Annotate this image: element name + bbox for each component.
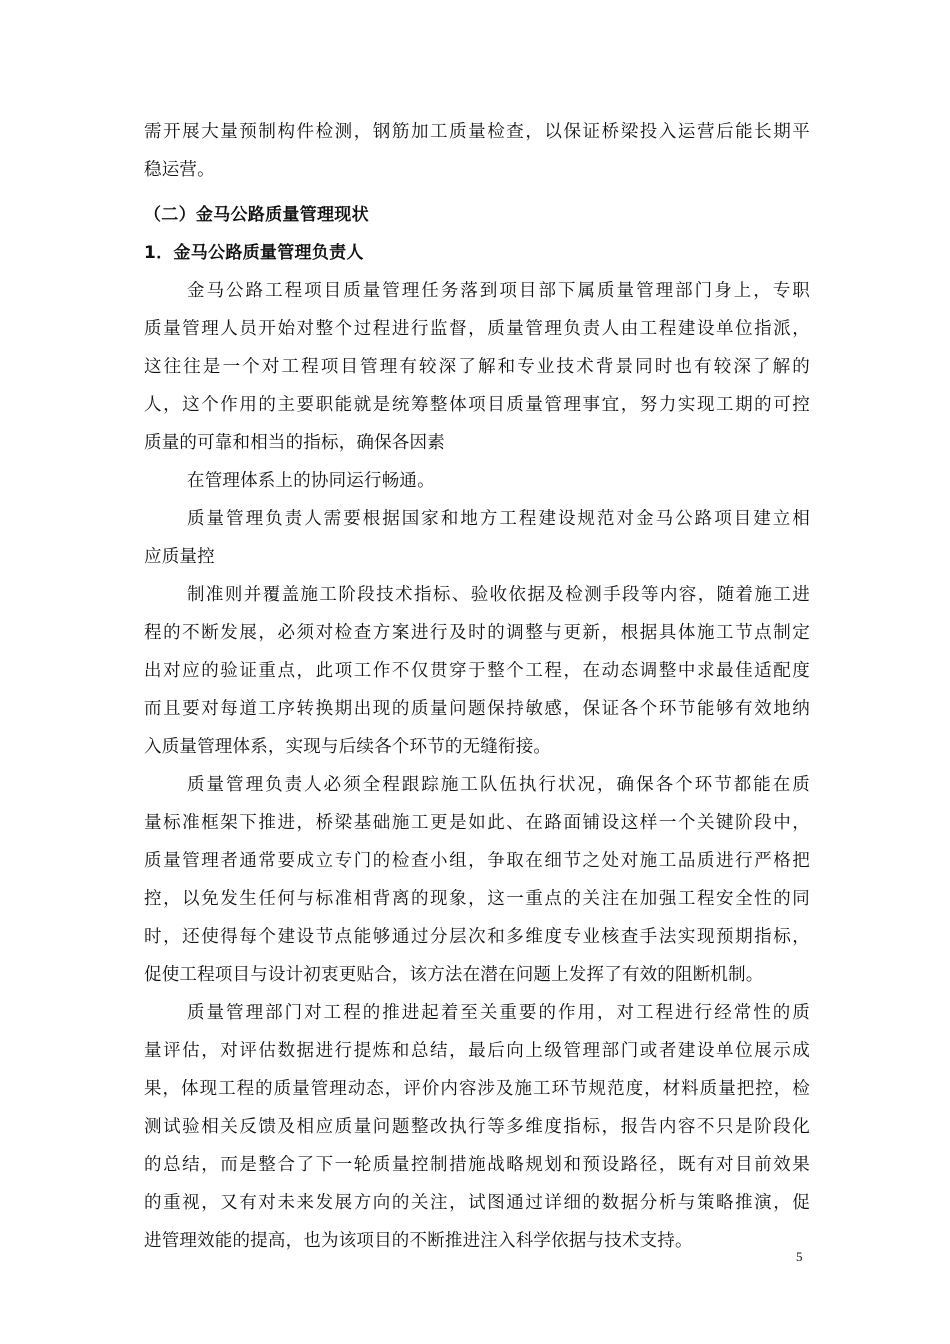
paragraph-line: 程的不断发展，必须对检查方案进行及时的调整与更新，根据具体施工节点制定 bbox=[144, 623, 810, 643]
paragraph-line: 应质量控 bbox=[144, 547, 215, 567]
paragraph-line: 在管理体系上的协同运行畅通。 bbox=[187, 471, 435, 491]
paragraph-line: 时，还使得每个建设节点能够通过分层次和多维度专业核查手法实现预期指标， bbox=[144, 927, 810, 947]
subsection-heading: 1．金马公路质量管理负责人 bbox=[144, 243, 364, 263]
paragraph-line: 质量管理部门对工程的推进起着至关重要的作用，对工程进行经常性的质 bbox=[187, 1003, 810, 1023]
paragraph-line: 进管理效能的提高，也为该项目的不断推进注入科学依据与技术支持。 bbox=[144, 1231, 693, 1251]
paragraph-line: 质量的可靠和相当的指标，确保各因素 bbox=[144, 433, 445, 453]
paragraph-line: 而且要对每道工序转换期出现的质量问题保持敏感，保证各个环节能够有效地纳 bbox=[144, 699, 810, 719]
paragraph-line: 人，这个作用的主要职能就是统筹整体项目质量管理事宜，努力实现工期的可控 bbox=[144, 395, 810, 415]
section-heading: （二）金马公路质量管理现状 bbox=[144, 205, 369, 225]
paragraph-line: 质量管理负责人需要根据国家和地方工程建设规范对金马公路项目建立相 bbox=[187, 509, 810, 529]
paragraph-line: 控，以免发生任何与标准相背离的现象，这一重点的关注在加强工程安全性的同 bbox=[144, 889, 810, 909]
page-number: 5 bbox=[796, 1249, 803, 1264]
paragraph-line: 金马公路工程项目质量管理任务落到项目部下属质量管理部门身上，专职 bbox=[187, 281, 810, 301]
paragraph-line: 量评估，对评估数据进行提炼和总结，最后向上级管理部门或者建设单位展示成 bbox=[144, 1041, 810, 1061]
paragraph-line: 稳运营。 bbox=[144, 160, 215, 180]
paragraph-line: 促使工程项目与设计初衷更贴合，该方法在潜在问题上发挥了有效的阻断机制。 bbox=[144, 965, 764, 985]
paragraph-line: 的总结，而是整合了下一轮质量控制措施战略规划和预设路径，既有对目前效果 bbox=[144, 1155, 810, 1175]
paragraph-line: 量标准框架下推进，桥梁基础施工更是如此、在路面铺设这样一个关键阶段中， bbox=[144, 813, 810, 833]
paragraph-line: 需开展大量预制构件检测，钢筋加工质量检查，以保证桥梁投入运营后能长期平 bbox=[144, 122, 810, 142]
paragraph-line: 这往往是一个对工程项目管理有较深了解和专业技术背景同时也有较深了解的 bbox=[144, 357, 810, 377]
paragraph-line: 的重视，又有对未来发展方向的关注，试图通过详细的数据分析与策略推演，促 bbox=[144, 1193, 810, 1213]
paragraph-line: 质量管理负责人必须全程跟踪施工队伍执行状况，确保各个环节都能在质 bbox=[187, 775, 810, 795]
paragraph-line: 出对应的验证重点，此项工作不仅贯穿于整个工程，在动态调整中求最佳适配度 bbox=[144, 661, 810, 681]
paragraph-line: 入质量管理体系，实现与后续各个环节的无缝衔接。 bbox=[144, 737, 552, 757]
paragraph-line: 质量管理者通常要成立专门的检查小组，争取在细节之处对施工品质进行严格把 bbox=[144, 851, 810, 871]
paragraph-line: 制准则并覆盖施工阶段技术指标、验收依据及检测手段等内容，随着施工进 bbox=[187, 585, 810, 605]
paragraph-line: 测试验相关反馈及相应质量问题整改执行等多维度指标，报告内容不只是阶段化 bbox=[144, 1117, 810, 1137]
paragraph-line: 质量管理人员开始对整个过程进行监督，质量管理负责人由工程建设单位指派， bbox=[144, 319, 810, 339]
paragraph-line: 果，体现工程的质量管理动态，评价内容涉及施工环节规范度，材料质量把控，检 bbox=[144, 1079, 810, 1099]
